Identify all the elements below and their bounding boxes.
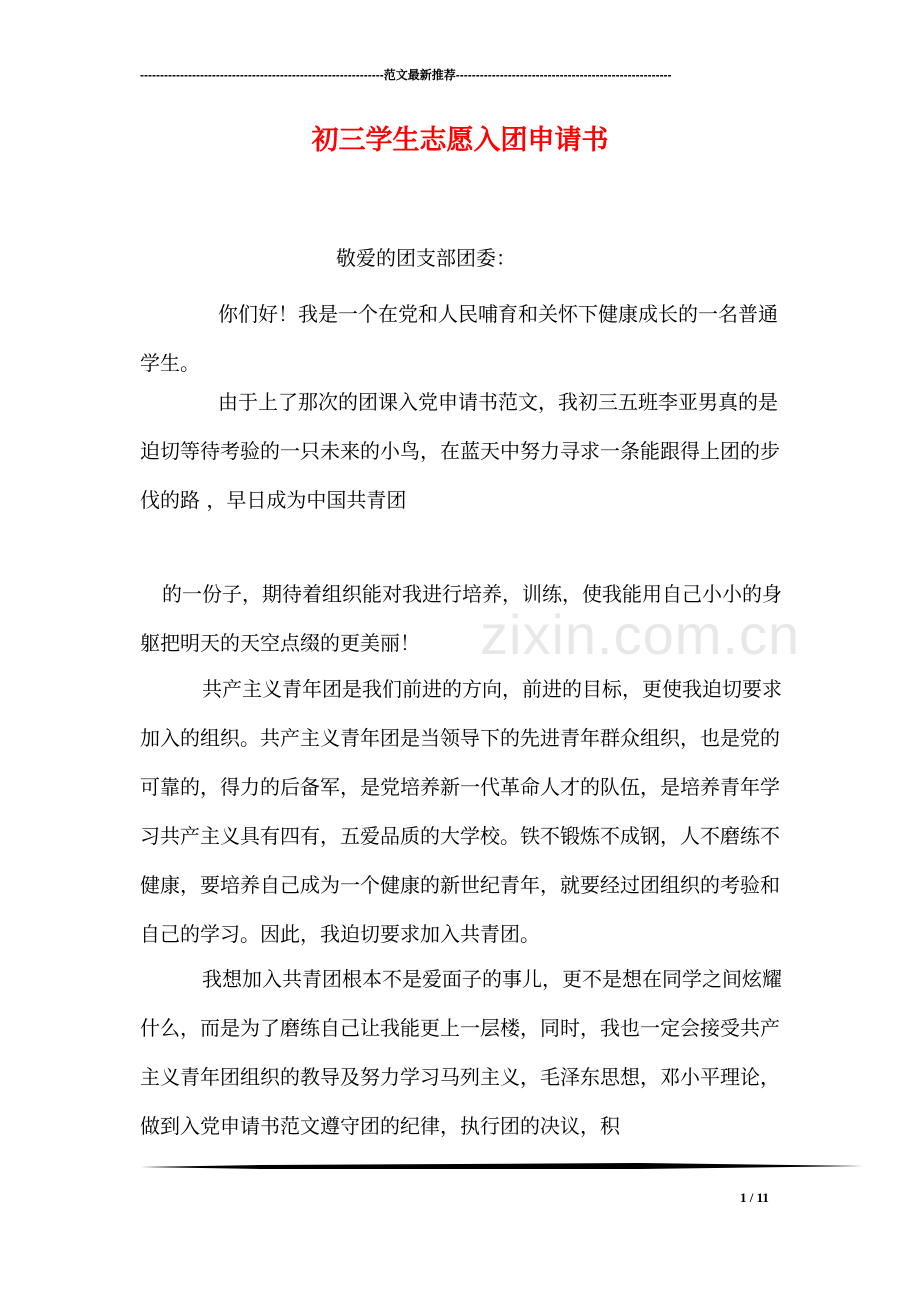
paragraph-greeting: 你们好！我是一个在党和人民哺育和关怀下健康成长的一名普通学生。 [140, 302, 778, 375]
page-number: 1 / 11 [740, 1190, 769, 1205]
salutation: 敬爱的团支部团委： [336, 246, 516, 270]
paragraph-continuation: 的一份子，期待着组织能对我进行培养，训练，使我能用自己小小的身躯把明天的天空点缀的更美丽！ [140, 582, 782, 655]
document-title: 初三学生志愿入团申请书 [311, 125, 609, 156]
paragraph-league-purpose: 共产主义青年团是我们前进的方向，前进的目标，更使我迫切要求加入的组织。共产主义青年团是当领导下的先进青年群众组织，也是党的可靠的，得力的后备军，是党培养新一代革命人才的队伍，是培养青年学习共产主义具有四有，五爱品质的大学校。铁不锻炼不成钢，人不磨练不健康，要培养自己成为一个健康的新世纪青年，就要经过团组织的考验和自己的学习。因此，我迫切要求加入共青团。 [140, 677, 782, 946]
watermark: zixin.com.cn [480, 603, 801, 666]
footer-rule [140, 1160, 864, 1174]
header-banner: -------------------------------------------------------------范文最新推荐------------------------------------------------------ [140, 68, 672, 82]
paragraph-motivation: 我想加入共青团根本不是爱面子的事儿，更不是想在同学之间炫耀什么，而是为了磨练自己让我能更上一层楼，同时，我也一定会接受共产主义青年团组织的教导及努力学习马列主义，毛泽东思想，邓小平理论，做到入党申请书范文遵守团的纪律，执行团的决议，积 [140, 967, 782, 1138]
paragraph-intro: 由于上了那次的团课入党申请书范文，我初三五班李亚男真的是迫切等待考验的一只未来的小鸟，在蓝天中努力寻求一条能跟得上团的步伐的路 ，早日成为中国共青团 [140, 390, 780, 512]
